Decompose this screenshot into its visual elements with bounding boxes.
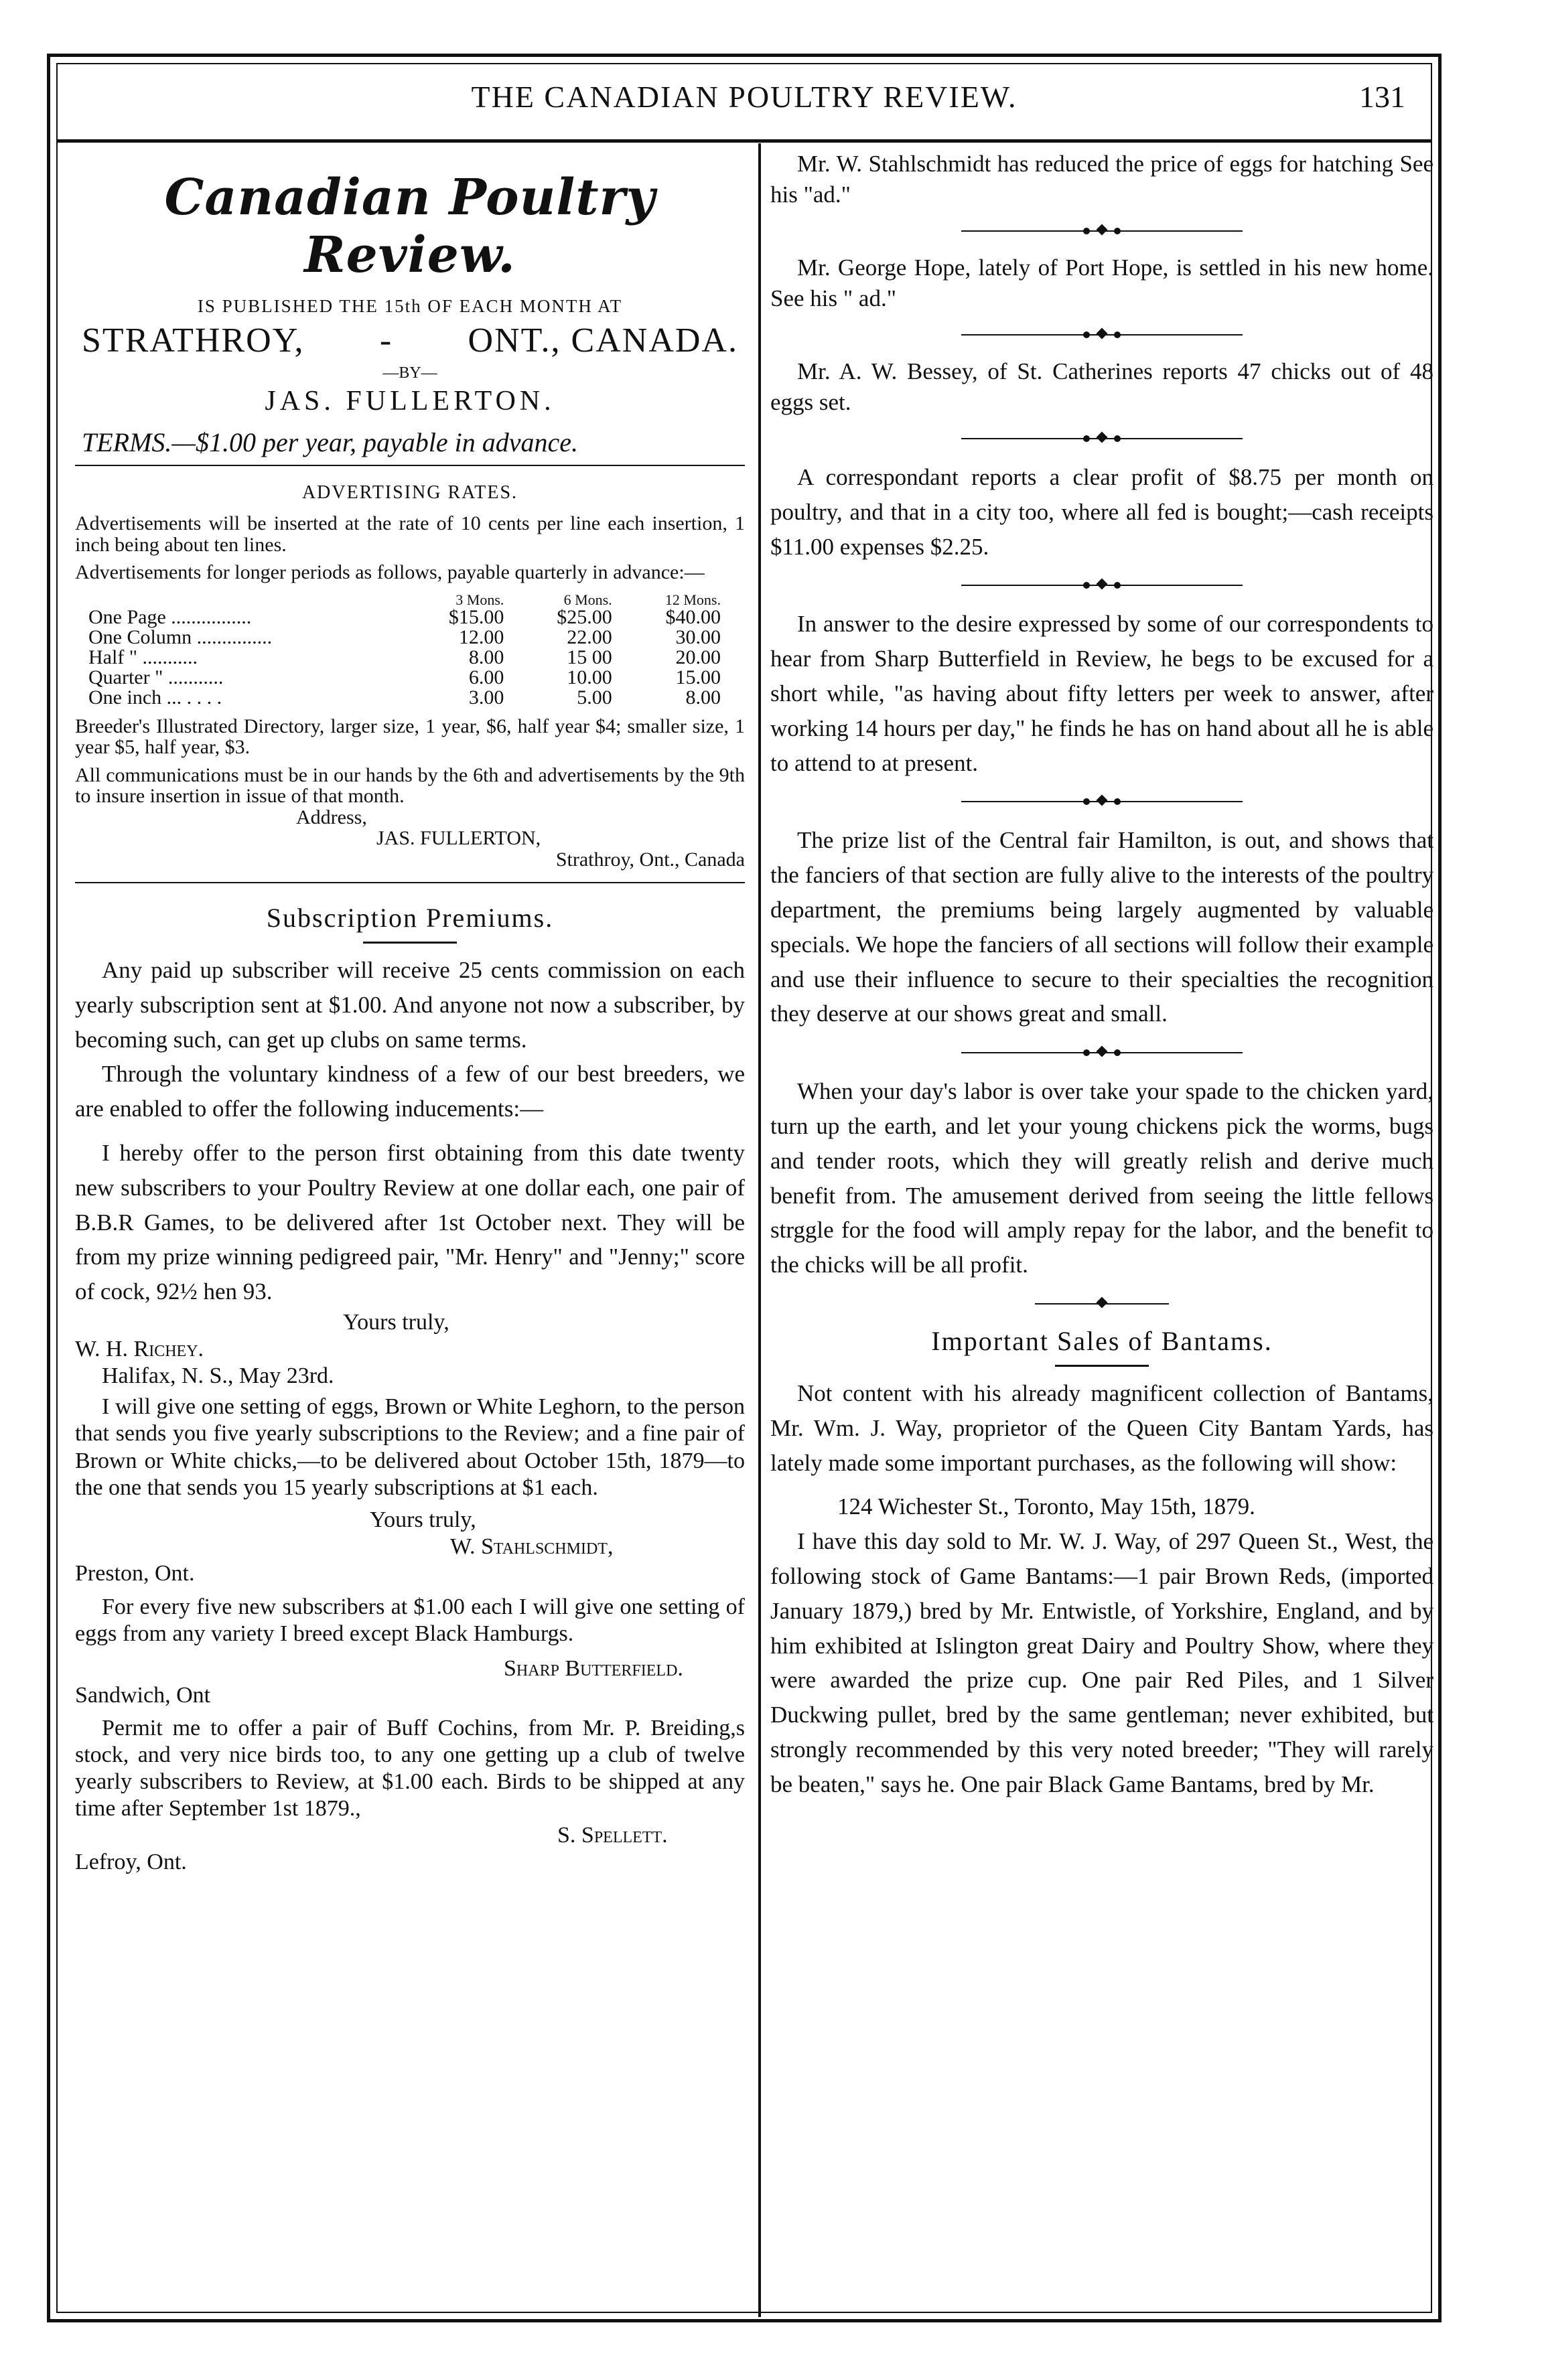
running-header — [56, 79, 1432, 139]
note-profit-report: A correspondant reports a clear profit of $8.75 per month on poultry, and that in a city too, where all fed is bought;—cash receipts $11.00 expenses $2.25. — [770, 464, 1433, 560]
masthead-place-dash: - — [379, 321, 393, 360]
masthead-place — [75, 321, 745, 360]
offer-stahlschmidt-place: Preston, Ont. — [75, 1560, 195, 1586]
rates-cell: 12.00 — [458, 625, 504, 648]
advertising-periods-text: Advertisements for longer periods as follows, payable quarterly in advance:— — [75, 561, 705, 583]
masthead-editor: JAS. FULLERTON. — [265, 386, 555, 417]
note-stahlschmidt-eggs: Mr. W. Stahlschmidt has reduced the price of eggs for hatching See his "ad." — [770, 151, 1433, 208]
subscription-title-rule — [363, 942, 457, 944]
rates-row — [83, 607, 726, 627]
rates-row-label: Quarter " ........... — [88, 666, 224, 688]
note-chicken-yard: When your day's labor is over take your spade to the chicken yard, turn up the earth, and let your young chickens pick the worms, bugs and tender roots, which they will greatly relish and derive much benefit from. The amusement derived from seeing the little fellows strggle for the food will amply repay for the labor, and the benefit to the chicks will be all profit. — [770, 1078, 1433, 1278]
address-label: Address, — [296, 806, 367, 828]
right-column — [770, 149, 1433, 1802]
offer-richey-close: Yours truly, — [343, 1309, 449, 1335]
rates-row-label: One inch ... . . . . — [88, 686, 222, 709]
running-title: THE CANADIAN POULTRY REVIEW. — [471, 80, 1018, 114]
offer-spellett-signature: S. Spellett. — [557, 1822, 668, 1848]
rates-cell: 5.00 — [577, 686, 612, 709]
offer-spellett-place: Lefroy, Ont. — [75, 1850, 187, 1875]
rates-cell: 22.00 — [567, 625, 612, 648]
advertising-rates-table — [83, 593, 726, 708]
bantams-title-rule — [1055, 1365, 1149, 1367]
rates-cell: $40.00 — [665, 605, 721, 628]
rates-cell: $25.00 — [557, 605, 612, 628]
subscription-rule — [75, 882, 745, 883]
ornament-divider — [770, 577, 1433, 593]
offer-butterfield-signature: Sharp Butterfield. — [504, 1656, 683, 1682]
offer-stahlschmidt: I will give one setting of eggs, Brown or White Leghorn, to the person that sends you five yearly subscriptions to the Review; and a fine pair of Brown or White chicks,—to be delivered about October 15th, 1879—to the one that sends you 15 yearly subscriptions at $1 each. — [75, 1394, 745, 1500]
offer-richey-signature: W. H. Richey. — [75, 1337, 204, 1362]
offer-richey: I hereby offer to the person first obtaining from this date twenty new subscribers to your Poultry Review at one dollar each, one pair of B.B.R Games, to be delivered after 1st October next. They will be from my prize winning pedigreed pair, "Mr. Henry" and "Jenny;" score of cock, 92½ hen 93. — [75, 1139, 745, 1305]
rates-row-label: Half " ........... — [88, 646, 198, 668]
offer-richey-place: Halifax, N. S., May 23rd. — [102, 1363, 334, 1389]
offer-butterfield-place: Sandwich, Ont — [75, 1683, 211, 1708]
rates-row — [83, 688, 726, 708]
rates-cell: 8.00 — [685, 686, 721, 709]
note-butterfield-letters: In answer to the desire expressed by some of our correspondents to hear from Sharp Butterfield in Review, he begs to be excused for a short while, "as having about fifty letters per week to answer, after working 14 hours per day," he finds he has on hand about all he is able to attend to at present. — [770, 611, 1433, 776]
masthead-place-town: STRATHROY, — [82, 321, 305, 360]
rates-header-3mo: 3 Mons. — [455, 591, 504, 608]
subscription-intro-2: Through the voluntary kindness of a few of our best breeders, we are enabled to offer the following inducements:— — [75, 1061, 745, 1122]
column-divider — [758, 143, 761, 2317]
advertising-heading: ADVERTISING RATES. — [301, 482, 518, 503]
offer-spellett: Permit me to offer a pair of Buff Cochins, from Mr. P. Breiding,s stock, and very nice birds too, to any one getting up a club of twelve yearly subscribers to Review, at $1.00 each. Birds to be shipped at any time after September 1st 1879., — [75, 1715, 745, 1821]
rates-cell: 10.00 — [567, 666, 612, 688]
address-place: Strathroy, Ont., Canada — [555, 848, 745, 871]
rates-header-6mo: 6 Mons. — [563, 591, 612, 608]
note-hamilton-prize-list: The prize list of the Central fair Hamilton, is out, and shows that the fanciers of that section are fully alive to the interests of the poultry department, the premiums being largely augmented by valuable specials. We hope the fanciers of all sections will follow their example and use their influence to secure to their specialties the recognition they deserve at our shows great and small. — [770, 827, 1433, 1027]
bantams-title: Important Sales of Bantams. — [931, 1325, 1273, 1356]
masthead-terms: TERMS.—$1.00 per year, payable in advance. — [82, 427, 578, 457]
communications-text: All communications must be in our hands by the 6th and advertisements by the 9th to insure insertion in issue of that month. — [75, 763, 745, 807]
page-number: 131 — [1359, 80, 1405, 114]
rates-cell: 8.00 — [468, 646, 504, 668]
offer-stahlschmidt-close: Yours truly, — [370, 1507, 476, 1532]
masthead-rule — [75, 465, 745, 466]
masthead-place-province: ONT., CANADA. — [468, 321, 738, 360]
rates-cell: 30.00 — [675, 625, 721, 648]
rates-row — [83, 627, 726, 648]
rates-row-label: One Page ................ — [88, 605, 252, 628]
rates-cell: $15.00 — [448, 605, 504, 628]
left-column — [75, 149, 745, 1876]
note-george-hope: Mr. George Hope, lately of Port Hope, is settled in his new home. See his " ad." — [770, 254, 1433, 311]
masthead-name: Canadian Poultry Review. — [164, 169, 656, 284]
subscription-intro-1: Any paid up subscriber will receive 25 cents commission on each yearly subscription sent at $1.00. And anyone not now a subscriber, by becoming such, can get up clubs on same terms. — [75, 957, 745, 1053]
rates-cell: 20.00 — [675, 646, 721, 668]
rates-row — [83, 648, 726, 668]
rates-row-label: One Column ............... — [88, 625, 273, 648]
rates-header-blank — [83, 593, 401, 607]
ornament-divider — [770, 794, 1433, 810]
header-rule — [56, 139, 1432, 143]
ornament-divider — [770, 1296, 1433, 1312]
bantams-letter: I have this day sold to Mr. W. J. Way, of 297 Queen St., West, the following stock of Game Bantams:—1 pair Brown Reds, (imported January 1879,) bred by Mr. Entwistle, of Yorkshire, England, and by him exhibited at Islington great Dairy and Poultry Show, where they were awarded the prize cup. One pair Red Piles, and 1 Silver Duckwing pullet, bred by the same gentleman; never exhibited, but strongly recommended by this very noted breeder; "They will rarely be beaten," says he. One pair Black Game Bantams, bred by Mr. — [770, 1528, 1433, 1797]
directory-rates-text: Breeder's Illustrated Directory, larger size, 1 year, $6, half year $4; smaller size, 1 year $5, half year, $3. — [75, 715, 745, 758]
rates-cell: 6.00 — [468, 666, 504, 688]
ornament-divider — [770, 1045, 1433, 1061]
advertising-rate-text: Advertisements will be inserted at the rate of 10 cents per line each insertion, 1 inch being about ten lines. — [75, 512, 745, 556]
note-bessey-chicks: Mr. A. W. Bessey, of St. Catherines reports 47 chicks out of 48 eggs set. — [770, 358, 1433, 415]
bantams-dateline: 124 Wichester St., Toronto, May 15th, 1879. — [837, 1493, 1255, 1520]
rates-row — [83, 668, 726, 688]
ornament-divider — [770, 431, 1433, 447]
ornament-divider — [770, 223, 1433, 239]
offer-stahlschmidt-signature: W. Stahlschmidt, — [450, 1534, 614, 1559]
bantams-intro: Not content with his already magnificent collection of Bantams, Mr. Wm. J. Way, proprietor of the Queen City Bantam Yards, has lately made some important purchases, as the following will show: — [770, 1380, 1433, 1476]
offer-butterfield: For every five new subscribers at $1.00 each I will give one setting of eggs from any variety I breed except Black Hamburgs. — [75, 1594, 745, 1647]
ornament-divider — [770, 327, 1433, 343]
rates-header-row — [83, 593, 726, 607]
rates-header-12mo: 12 Mons. — [664, 591, 721, 608]
rates-cell: 15.00 — [675, 666, 721, 688]
rates-cell: 3.00 — [468, 686, 504, 709]
masthead-published: IS PUBLISHED THE 15th OF EACH MONTH AT — [197, 296, 623, 316]
subscription-title: Subscription Premiums. — [266, 903, 554, 933]
rates-cell: 15 00 — [567, 646, 612, 668]
masthead-by: —BY— — [382, 364, 437, 382]
address-name: JAS. FULLERTON, — [376, 827, 541, 849]
